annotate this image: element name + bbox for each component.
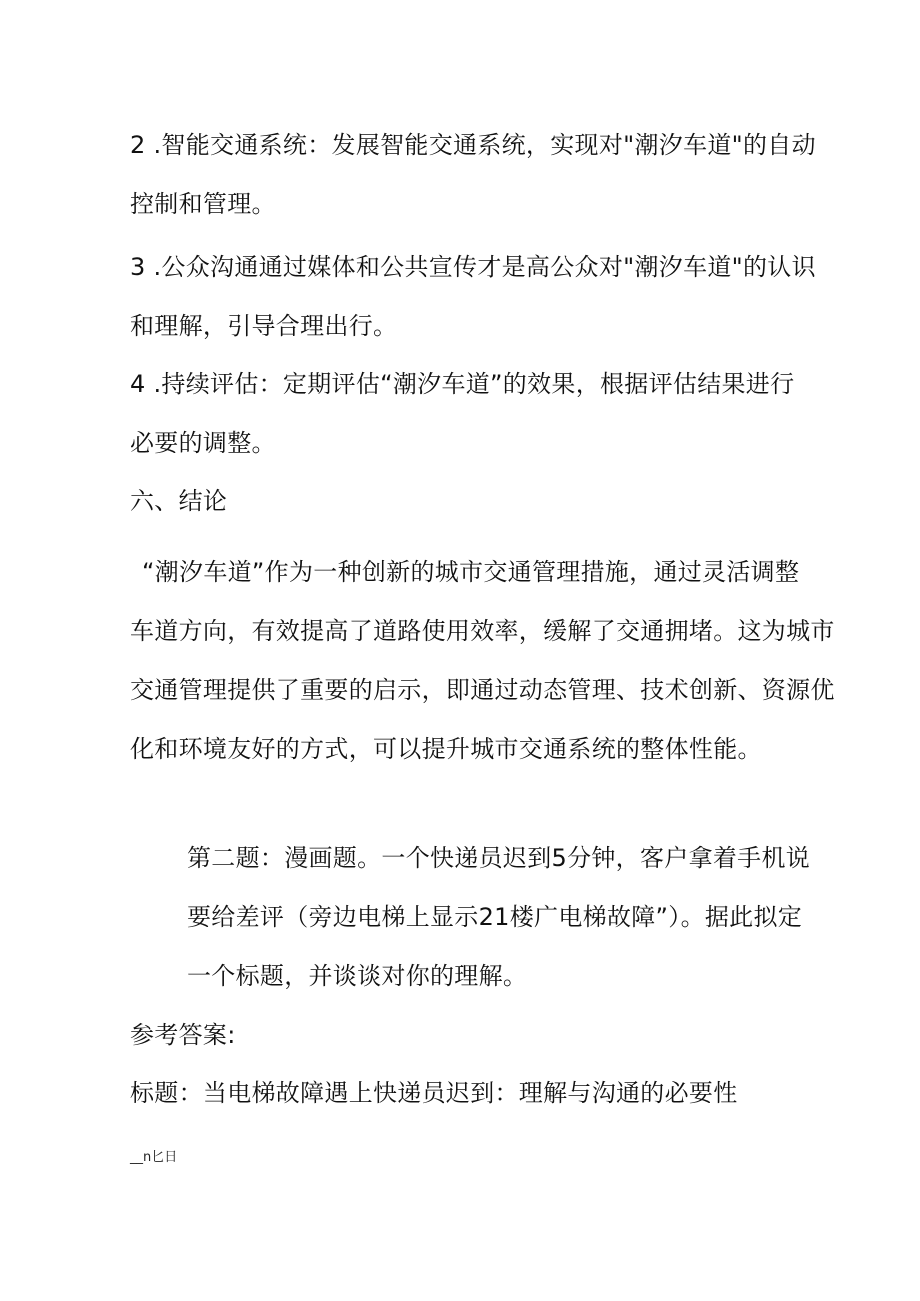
answer-title: [130, 1064, 810, 1123]
list-item-3-line-1: 3 .公众沟通通过媒体和公共宣传才是高公众对"潮汐车道"的认识: [130, 253, 816, 281]
reference-answer-label-text: 参考答案:: [130, 1021, 236, 1049]
list-item-4-line-1: 4 .持续评估：定期评估“潮汐车道”的效果，根据评估结果进行: [130, 370, 795, 398]
list-item-3: [130, 238, 816, 356]
conclusion-line-3: 交通管理提供了重要的启示，即通过动态管理、技术创新、资源优: [130, 676, 835, 704]
answer-title-text: 标题：当电梯故障遇上快递员迟到：理解与沟通的必要性: [130, 1079, 738, 1107]
conclusion-line-2: 车道方向，有效提高了道路使用效率，缓解了交通拥堵。这为城市: [130, 617, 835, 645]
question-2-line-1: 第二题：漫画题。一个快递员迟到5分钟，客户拿着手机说: [187, 844, 811, 872]
list-item-4: [130, 355, 810, 473]
reference-answer-label: [130, 1006, 810, 1065]
conclusion-paragraph: [130, 543, 835, 779]
conclusion-line-1: “潮汐车道”作为一种创新的城市交通管理措施，通过灵活调整: [142, 558, 800, 586]
footer-mark: __n匕日: [130, 1150, 178, 1165]
list-item-2-line-1: 2 .智能交通系统：发展智能交通系统，实现对"潮汐车道"的自动: [130, 131, 816, 159]
section-heading-text: 六、结论: [130, 487, 228, 515]
list-item-3-line-2: 和理解，引导合理出行。: [130, 312, 398, 340]
conclusion-line-4: 化和环境友好的方式，可以提升城市交通系统的整体性能。: [130, 735, 762, 763]
list-item-4-line-2: 必要的调整。: [130, 429, 276, 457]
list-item-2-line-2: 控制和管理。: [130, 190, 276, 218]
question-2-line-2: 要给差评（旁边电梯上显示21楼广电梯故障”）。据此拟定: [187, 903, 803, 931]
section-heading: [130, 472, 810, 531]
question-2: [187, 829, 827, 1006]
list-item-2: [130, 116, 816, 234]
question-2-line-3: 一个标题，并谈谈对你的理解。: [187, 962, 528, 990]
